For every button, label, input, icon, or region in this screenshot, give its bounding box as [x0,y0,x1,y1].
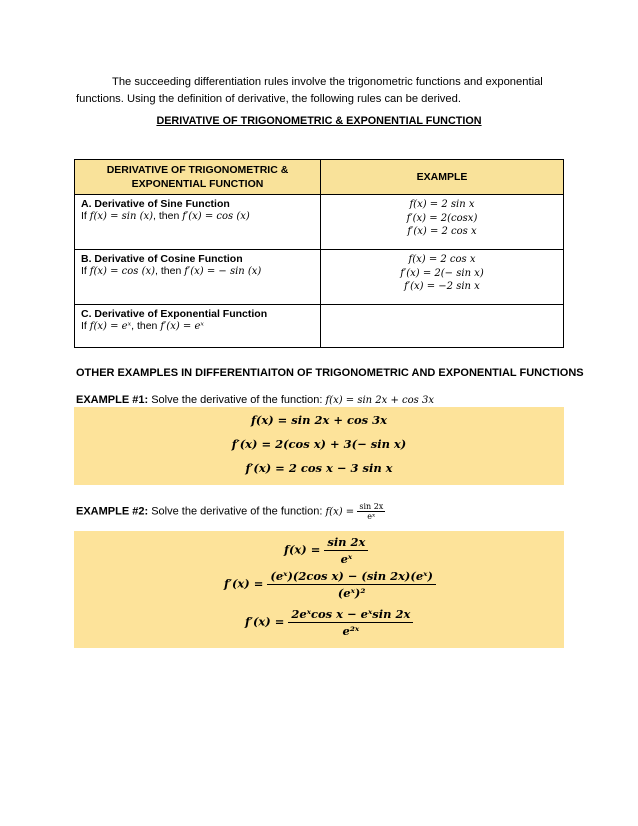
example-line: f′(x) = −2 sin x [404,281,480,292]
example2-step: f′(x) = $\frac{\text{(eˣ)(2cos x) − (sin 2x)(eˣ)}}{\text{(eˣ)²}}$ [224,569,436,600]
example-cell-empty [321,305,564,348]
example-line: f′(x) = 2(cosx) [406,212,478,224]
table-header-row [75,160,564,195]
rule-statement: If f(x) = eˣ, then f′(x) = eˣ [81,320,204,332]
example2-step: f(x) = $\frac{\sin 2x}{\text{eˣ}}$ [284,535,368,566]
example1-solution-box [74,407,564,485]
example1-step: f′(x) = 2(cos x) + 3(− sin x) [231,437,407,451]
rule-statement: If f(x) = sin (x), then f′(x) = cos (x) [81,210,250,222]
section-heading: DERIVATIVE OF TRIGONOMETRIC & EXPONENTIAL FUNCTION [156,115,482,127]
example-line: f′(x) = 2(− sin x) [400,267,484,279]
other-examples-heading: OTHER EXAMPLES IN DIFFERENTIAITON OF TRIGONOMETRIC AND EXPONENTIAL FUNCTIONS [76,367,584,379]
table-row [75,250,564,305]
example-line: f(x) = 2 sin x [409,199,475,210]
example-line: f′(x) = 2 cos x [407,226,477,237]
rule-statement: If f(x) = cos (x), then f′(x) = − sin (x) [81,265,262,277]
table-row [75,195,564,250]
example-cell [321,250,564,305]
example2-function-fraction: $\frac{\sin 2x}{\text{eˣ}}$ [359,502,384,521]
rule-title: C. Derivative of Exponential Function [81,308,268,320]
example-cell [321,195,564,250]
example1-label: EXAMPLE #1: [76,394,149,406]
example1-step: f(x) = sin 2x + cos 3x [250,413,388,427]
table-header-example: EXAMPLE [321,160,564,195]
example1-step: f′(x) = 2 cos x − 3 sin x [245,461,393,475]
example2-prompt: EXAMPLE #2: Solve the derivative of the function: f(x) = $\frac{\sin 2x}{\text{eˣ}}$ [76,502,384,521]
derivative-rules-table [74,159,564,348]
rule-title: B. Derivative of Cosine Function [81,253,243,265]
table-header-rule: DERIVATIVE OF TRIGONOMETRIC & EXPONENTIAL FUNCTION [75,160,321,195]
example1-prompt: EXAMPLE #1: Solve the derivative of the function: f(x) = sin 2x + cos 3x [76,394,434,406]
rule-title: A. Derivative of Sine Function [81,198,230,210]
rule-cell [75,195,321,250]
rule-cell [75,305,321,348]
example-line: f(x) = 2 cos x [408,254,476,265]
table-row [75,305,564,348]
intro-paragraph: The succeeding differentiation rules involve the trigonometric functions and exponential functions. Using the definition of derivative, the following rules can be derived. [76,76,543,105]
example2-label: EXAMPLE #2: [76,505,149,518]
example1-function: f(x) = sin 2x + cos 3x [325,395,434,406]
rule-cell [75,250,321,305]
example2-step: f′(x) = $\frac{\text{2eˣcos x − eˣsin 2x}}{\text{e²ˣ}}$ [245,607,413,638]
example2-solution-box [74,531,564,648]
